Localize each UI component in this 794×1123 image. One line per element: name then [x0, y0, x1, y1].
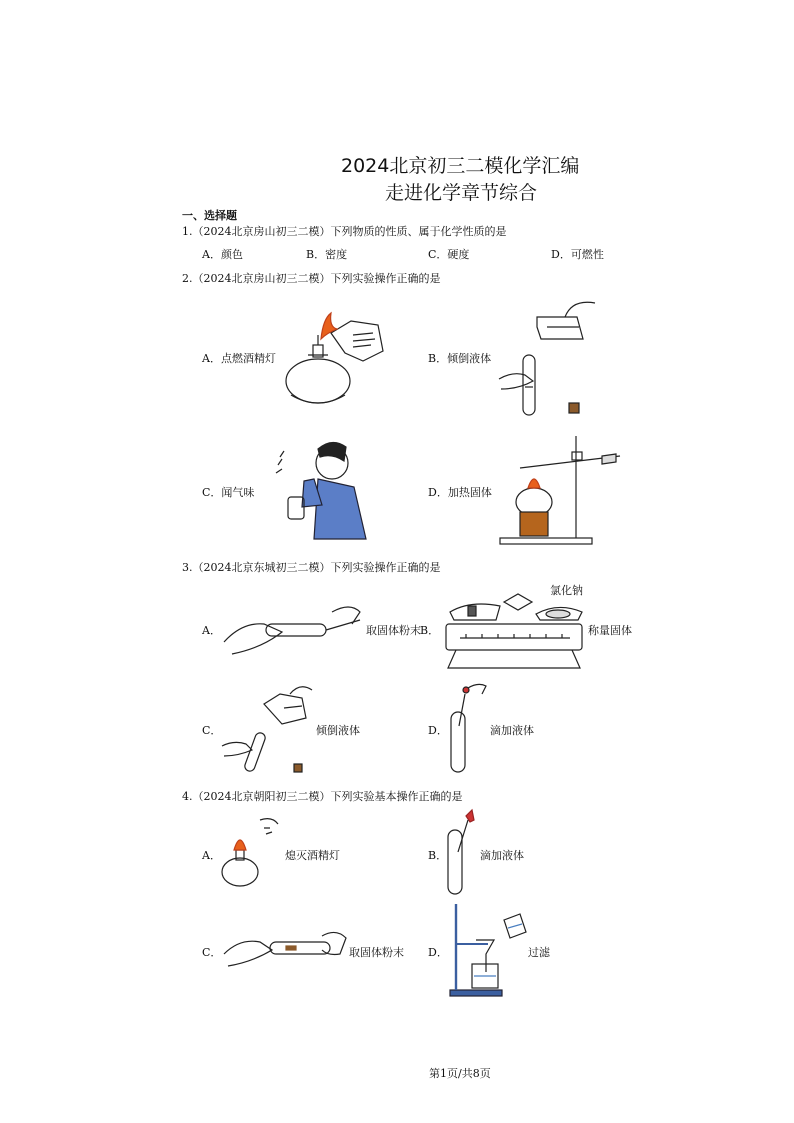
- q3b-balance-figure: [440, 594, 588, 674]
- q2a-alcohol-lamp-figure: [283, 303, 393, 413]
- q4-option-c-text: 取固体粉末: [349, 946, 404, 959]
- q3-option-b-text: 称量固体: [588, 624, 632, 637]
- q4-stem: 4.（2024北京朝阳初三二模）下列实验基本操作正确的是: [182, 790, 463, 803]
- q4-option-a-text: 熄灭酒精灯: [285, 849, 340, 862]
- page-footer: 第1页/共8页: [429, 1067, 491, 1080]
- q3a-spatula-figure: [222, 602, 362, 657]
- q3-option-a-text: 取固体粉末: [366, 624, 421, 637]
- q2-stem: 2.（2024北京房山初三二模）下列实验操作正确的是: [182, 272, 441, 285]
- q2b-pouring-liquid-figure: [497, 297, 607, 422]
- q1-stem: 1.（2024北京房山初三二模）下列物质的性质、属于化学性质的是: [182, 225, 507, 238]
- q2-option-b: B．倾倒液体: [428, 352, 492, 365]
- q4-option-b-letter: B．: [428, 849, 448, 862]
- q2c-smelling-figure: [284, 435, 374, 545]
- section-heading: 一、选择题: [182, 209, 237, 222]
- q4d-filtration-figure: [448, 902, 528, 998]
- q3-option-c-text: 倾倒液体: [316, 724, 360, 737]
- q3c-pouring-figure: [220, 684, 320, 779]
- q1-option-c: C．硬度: [428, 248, 470, 261]
- q1-option-a: A．颜色: [202, 248, 243, 261]
- q2d-heating-solid-figure: [500, 432, 625, 547]
- q4b-dropper-figure: [444, 806, 484, 896]
- q3-stem: 3.（2024北京东城初三二模）下列实验操作正确的是: [182, 561, 441, 574]
- q4-option-a-letter: A．: [202, 849, 221, 862]
- q4-option-d-text: 过滤: [528, 946, 550, 959]
- q3d-dropper-figure: [448, 682, 493, 777]
- q3-sodium-chloride-label: 氯化钠: [550, 584, 583, 597]
- q1-option-b: B．密度: [306, 248, 348, 261]
- q4-option-d-letter: D．: [428, 946, 448, 959]
- q4-option-c-letter: C．: [202, 946, 222, 959]
- q4c-powder-figure: [222, 926, 348, 971]
- q4a-alcohol-lamp-figure: [220, 810, 285, 890]
- q3-option-d-text: 滴加液体: [490, 724, 534, 737]
- q3-option-a-letter: A．: [202, 624, 221, 637]
- q3-option-d-letter: D．: [428, 724, 448, 737]
- doc-title-line1: 2024北京初三二模化学汇编: [341, 155, 580, 177]
- q3-option-c-letter: C．: [202, 724, 222, 737]
- q2-option-c: C．闻气味: [202, 486, 255, 499]
- q4-option-b-text: 滴加液体: [480, 849, 524, 862]
- q1-option-d: D．可燃性: [551, 248, 604, 261]
- doc-title-line2: 走进化学章节综合: [385, 182, 538, 204]
- q2-option-a: A．点燃酒精灯: [202, 352, 276, 365]
- q2-option-d: D．加热固体: [428, 486, 492, 499]
- q3-option-b-letter: B．: [420, 624, 440, 637]
